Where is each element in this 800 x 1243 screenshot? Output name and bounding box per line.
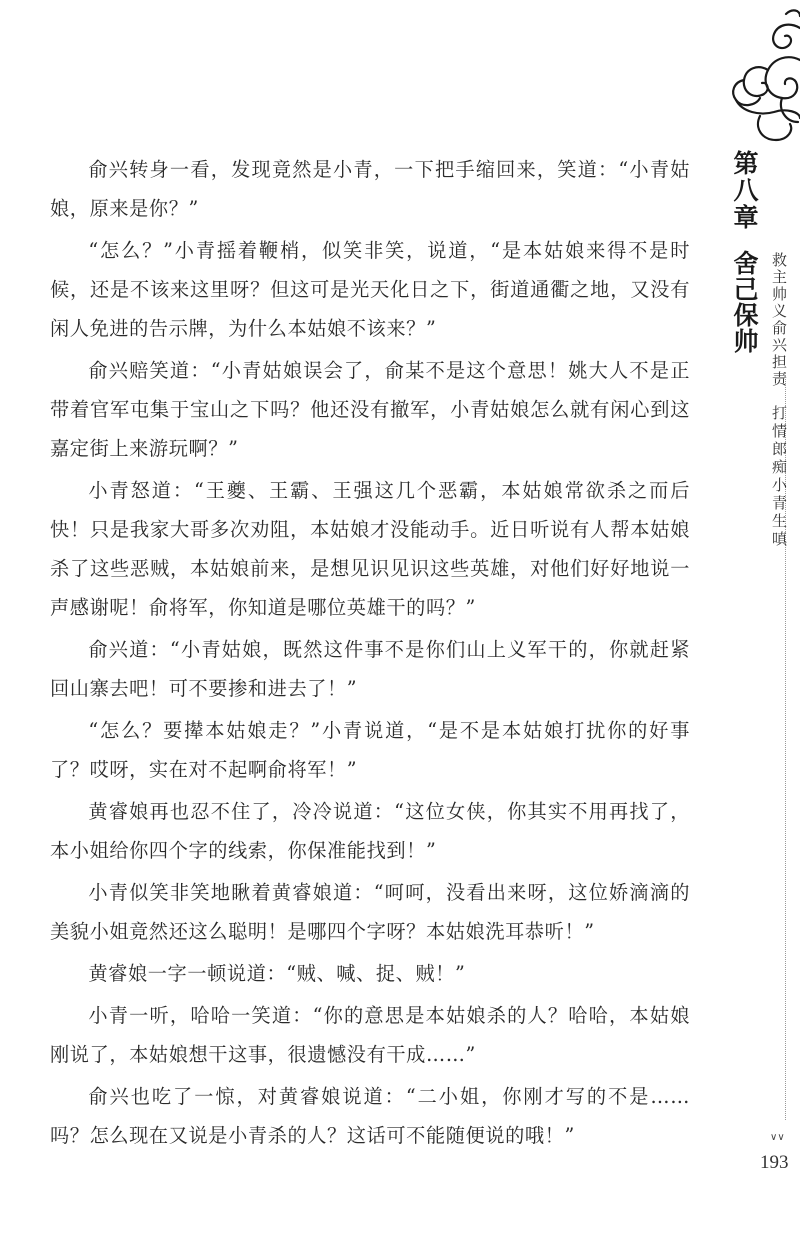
paragraph: 俞兴也吃了一惊，对黄睿娘说道：“二小姐，你刚才写的不是……吗？怎么现在又说是小青杀的人？这话可不能随便说的哦！” — [50, 1085, 690, 1147]
paragraph: 小青似笑非笑地瞅着黄睿娘道：“呵呵，没看出来呀，这位娇滴滴的美貌小姐竟然还这么聪明！是哪四个字呀？本姑娘洗耳恭听！” — [50, 881, 690, 943]
paragraph: 俞兴转身一看，发现竟然是小青，一下把手缩回来，笑道：“小青姑娘，原来是你？” — [50, 158, 690, 220]
paragraph: 俞兴道：“小青姑娘，既然这件事不是你们山上义军干的，你就赶紧回山寨去吧！可不要掺和进去了！” — [50, 638, 690, 700]
page-marker: ∨∨ — [770, 1132, 785, 1143]
paragraph: “怎么？”小青摇着鞭梢，似笑非笑，说道，“是本姑娘来得不是时候，还是不该来这里呀？但这可是光天化日之下，街道通衢之地，又没有闲人免进的告示牌，为什么本姑娘不该来？” — [50, 239, 690, 340]
cloud-ornament-icon — [690, 0, 800, 150]
chapter-title: 舍己保帅 — [730, 250, 759, 354]
paragraph: 小青一听，哈哈一笑道：“你的意思是本姑娘杀的人？哈哈，本姑娘刚说了，本姑娘想干这事，很遗憾没有干成……” — [50, 1004, 690, 1066]
paragraph: “怎么？要撵本姑娘走？”小青说道，“是不是本姑娘打扰你的好事了？哎呀，实在对不起啊俞将军！” — [50, 719, 690, 781]
paragraph: 黄睿娘再也忍不住了，冷冷说道：“这位女侠，你其实不用再找了，本小姐给你四个字的线索，你保准能找到！” — [50, 800, 690, 862]
paragraph: 俞兴赔笑道：“小青姑娘误会了，俞某不是这个意思！姚大人不是正带着官军屯集于宝山之下吗？他还没有撤军，小青姑娘怎么就有闲心到这嘉定街上来游玩啊？” — [50, 359, 690, 460]
body-text — [50, 150, 690, 1158]
chapter-subtitle-part1: 救主帅义俞兴担责 — [770, 252, 788, 388]
chapter-subtitle-part2: 打情郎痴小青生嗔 — [770, 405, 788, 549]
paragraph: 黄睿娘一字一顿说道：“贼、喊、捉、贼！” — [88, 962, 466, 985]
chapter-number: 第八章 — [730, 150, 759, 231]
page-number: 193 — [760, 1152, 789, 1173]
paragraph: 小青怒道：“王夔、王霸、王强这几个恶霸，本姑娘常欲杀之而后快！只是我家大哥多次劝阻，本姑娘才没能动手。近日听说有人帮本姑娘杀了这些恶贼，本姑娘前来，是想见识见识这些英雄，对他们好好地说一声感谢呢！俞将军，你知道是哪位英雄干的吗？” — [50, 479, 690, 619]
